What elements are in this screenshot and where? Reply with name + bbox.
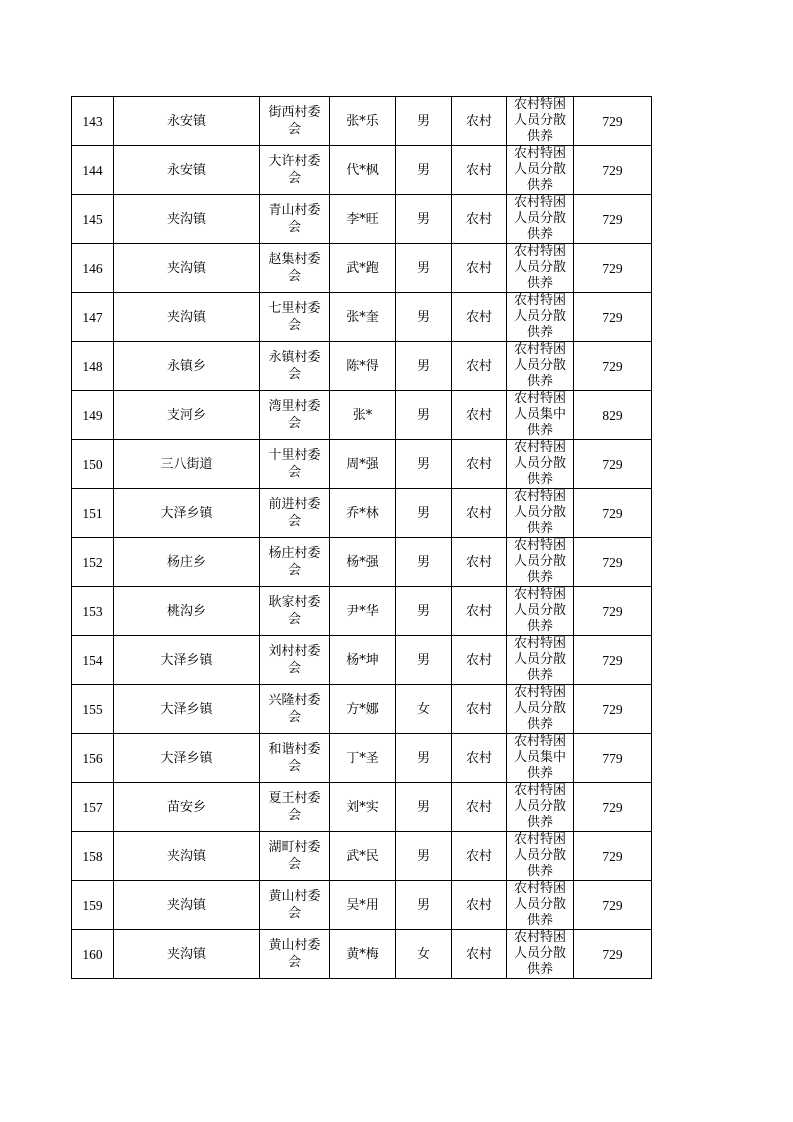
row-number-cell: 154 [72,636,114,685]
area-type-cell: 农村 [452,783,507,832]
village-committee-text: 十里村委会 [268,448,321,480]
village-committee-text: 黄山村委会 [268,889,321,921]
row-number-cell: 153 [72,587,114,636]
town-cell: 大泽乡镇 [114,636,260,685]
row-number-cell: 145 [72,195,114,244]
gender-cell: 男 [396,244,452,293]
town-cell: 夹沟镇 [114,244,260,293]
town-cell: 夹沟镇 [114,930,260,979]
amount-cell: 729 [574,538,652,587]
support-type-text: 农村特困人员分散供养 [513,440,566,487]
amount-cell: 729 [574,636,652,685]
recipient-name-cell: 李*旺 [330,195,396,244]
village-committee-cell [260,489,330,538]
support-type-text: 农村特困人员分散供养 [513,783,566,830]
town-cell: 苗安乡 [114,783,260,832]
table-row [72,244,652,293]
recipient-name-cell: 乔*林 [330,489,396,538]
support-type-cell [507,587,574,636]
row-number-cell: 158 [72,832,114,881]
recipient-name-cell: 吴*用 [330,881,396,930]
village-committee-text: 湖町村委会 [268,840,321,872]
village-committee-cell [260,930,330,979]
village-committee-text: 夏王村委会 [268,791,321,823]
town-cell: 桃沟乡 [114,587,260,636]
amount-cell: 729 [574,832,652,881]
village-committee-text: 前进村委会 [268,497,321,529]
row-number-cell: 146 [72,244,114,293]
row-number-cell: 155 [72,685,114,734]
village-committee-cell [260,293,330,342]
amount-cell: 729 [574,685,652,734]
table-row [72,195,652,244]
table-row [72,685,652,734]
support-type-text: 农村特困人员分散供养 [513,489,566,536]
gender-cell: 男 [396,734,452,783]
support-type-cell [507,783,574,832]
recipient-name-cell: 杨*坤 [330,636,396,685]
village-committee-text: 大许村委会 [268,154,321,186]
area-type-cell: 农村 [452,293,507,342]
village-committee-cell [260,538,330,587]
support-type-text: 农村特困人员分散供养 [513,930,566,977]
support-type-cell [507,342,574,391]
table-row [72,832,652,881]
gender-cell: 男 [396,538,452,587]
town-cell: 三八街道 [114,440,260,489]
village-committee-cell [260,440,330,489]
village-committee-text: 青山村委会 [268,203,321,235]
amount-cell: 729 [574,146,652,195]
table-row [72,489,652,538]
village-committee-text: 刘村村委会 [268,644,321,676]
village-committee-cell [260,97,330,146]
area-type-cell: 农村 [452,342,507,391]
amount-cell: 729 [574,587,652,636]
town-cell: 杨庄乡 [114,538,260,587]
gender-cell: 男 [396,293,452,342]
village-committee-text: 黄山村委会 [268,938,321,970]
gender-cell: 男 [396,783,452,832]
table-row [72,734,652,783]
town-cell: 大泽乡镇 [114,489,260,538]
support-type-text: 农村特困人员分散供养 [513,146,566,193]
support-type-cell [507,685,574,734]
support-type-cell [507,636,574,685]
recipient-name-cell: 陈*得 [330,342,396,391]
table-row [72,440,652,489]
row-number-cell: 151 [72,489,114,538]
row-number-cell: 156 [72,734,114,783]
village-committee-cell [260,783,330,832]
village-committee-text: 湾里村委会 [268,399,321,431]
recipient-name-cell: 武*民 [330,832,396,881]
support-type-cell [507,195,574,244]
table-row [72,293,652,342]
area-type-cell: 农村 [452,440,507,489]
village-committee-text: 七里村委会 [268,301,321,333]
amount-cell: 729 [574,881,652,930]
area-type-cell: 农村 [452,489,507,538]
village-committee-text: 兴隆村委会 [268,693,321,725]
gender-cell: 男 [396,587,452,636]
village-committee-cell [260,685,330,734]
area-type-cell: 农村 [452,685,507,734]
recipient-name-cell: 黄*梅 [330,930,396,979]
support-type-text: 农村特困人员分散供养 [513,195,566,242]
village-committee-cell [260,587,330,636]
village-committee-text: 永镇村委会 [268,350,321,382]
village-committee-text: 耿家村委会 [268,595,321,627]
recipient-name-cell: 周*强 [330,440,396,489]
row-number-cell: 152 [72,538,114,587]
village-committee-cell [260,881,330,930]
support-type-text: 农村特困人员分散供养 [513,832,566,879]
gender-cell: 男 [396,195,452,244]
row-number-cell: 147 [72,293,114,342]
gender-cell: 男 [396,636,452,685]
recipient-name-cell: 刘*实 [330,783,396,832]
area-type-cell: 农村 [452,244,507,293]
recipient-name-cell: 张* [330,391,396,440]
town-cell: 夹沟镇 [114,881,260,930]
amount-cell: 729 [574,97,652,146]
row-number-cell: 159 [72,881,114,930]
relief-recipients-table [71,96,652,979]
support-type-cell [507,489,574,538]
row-number-cell: 157 [72,783,114,832]
support-type-text: 农村特困人员分散供养 [513,244,566,291]
recipient-name-cell: 丁*圣 [330,734,396,783]
support-type-cell [507,734,574,783]
amount-cell: 729 [574,342,652,391]
gender-cell: 男 [396,881,452,930]
support-type-text: 农村特困人员分散供养 [513,293,566,340]
support-type-cell [507,391,574,440]
amount-cell: 729 [574,195,652,244]
row-number-cell: 149 [72,391,114,440]
recipient-name-cell: 张*奎 [330,293,396,342]
gender-cell: 男 [396,391,452,440]
row-number-cell: 150 [72,440,114,489]
support-type-cell [507,293,574,342]
village-committee-cell [260,636,330,685]
support-type-text: 农村特困人员分散供养 [513,342,566,389]
area-type-cell: 农村 [452,636,507,685]
recipient-name-cell: 方*娜 [330,685,396,734]
town-cell: 永安镇 [114,97,260,146]
support-type-text: 农村特困人员分散供养 [513,881,566,928]
area-type-cell: 农村 [452,538,507,587]
village-committee-cell [260,244,330,293]
row-number-cell: 148 [72,342,114,391]
gender-cell: 男 [396,489,452,538]
area-type-cell: 农村 [452,391,507,440]
support-type-text: 农村特困人员分散供养 [513,97,566,144]
town-cell: 大泽乡镇 [114,685,260,734]
amount-cell: 779 [574,734,652,783]
area-type-cell: 农村 [452,832,507,881]
gender-cell: 男 [396,97,452,146]
table-row [72,881,652,930]
support-type-cell [507,440,574,489]
town-cell: 永安镇 [114,146,260,195]
table-row [72,783,652,832]
town-cell: 夹沟镇 [114,195,260,244]
table-row [72,97,652,146]
row-number-cell: 160 [72,930,114,979]
table-body [72,97,652,979]
support-type-cell [507,538,574,587]
area-type-cell: 农村 [452,146,507,195]
area-type-cell: 农村 [452,97,507,146]
amount-cell: 729 [574,489,652,538]
support-type-cell [507,244,574,293]
table-row [72,930,652,979]
row-number-cell: 143 [72,97,114,146]
table-row [72,538,652,587]
village-committee-text: 和谐村委会 [268,742,321,774]
support-type-cell [507,881,574,930]
village-committee-cell [260,146,330,195]
table-row [72,587,652,636]
village-committee-text: 赵集村委会 [268,252,321,284]
amount-cell: 729 [574,783,652,832]
support-type-text: 农村特困人员分散供养 [513,587,566,634]
town-cell: 夹沟镇 [114,293,260,342]
support-type-text: 农村特困人员分散供养 [513,685,566,732]
table-row [72,342,652,391]
gender-cell: 男 [396,832,452,881]
amount-cell: 729 [574,930,652,979]
area-type-cell: 农村 [452,881,507,930]
village-committee-cell [260,391,330,440]
village-committee-cell [260,342,330,391]
support-type-cell [507,930,574,979]
town-cell: 夹沟镇 [114,832,260,881]
support-type-text: 农村特困人员分散供养 [513,636,566,683]
village-committee-cell [260,734,330,783]
area-type-cell: 农村 [452,587,507,636]
table-row [72,146,652,195]
support-type-cell [507,146,574,195]
recipient-name-cell: 尹*华 [330,587,396,636]
gender-cell: 男 [396,342,452,391]
table-row [72,636,652,685]
amount-cell: 729 [574,440,652,489]
recipient-name-cell: 武*跑 [330,244,396,293]
recipient-name-cell: 杨*强 [330,538,396,587]
table-row [72,391,652,440]
support-type-text: 农村特困人员集中供养 [513,734,566,781]
town-cell: 大泽乡镇 [114,734,260,783]
support-type-text: 农村特困人员集中供养 [513,391,566,438]
town-cell: 支河乡 [114,391,260,440]
support-type-cell [507,832,574,881]
village-committee-text: 街西村委会 [268,105,321,137]
amount-cell: 829 [574,391,652,440]
support-type-cell [507,97,574,146]
gender-cell: 男 [396,440,452,489]
gender-cell: 男 [396,146,452,195]
recipient-name-cell: 代*枫 [330,146,396,195]
village-committee-text: 杨庄村委会 [268,546,321,578]
area-type-cell: 农村 [452,930,507,979]
recipient-name-cell: 张*乐 [330,97,396,146]
area-type-cell: 农村 [452,734,507,783]
row-number-cell: 144 [72,146,114,195]
area-type-cell: 农村 [452,195,507,244]
gender-cell: 女 [396,930,452,979]
village-committee-cell [260,832,330,881]
amount-cell: 729 [574,293,652,342]
town-cell: 永镇乡 [114,342,260,391]
amount-cell: 729 [574,244,652,293]
gender-cell: 女 [396,685,452,734]
support-type-text: 农村特困人员分散供养 [513,538,566,585]
village-committee-cell [260,195,330,244]
